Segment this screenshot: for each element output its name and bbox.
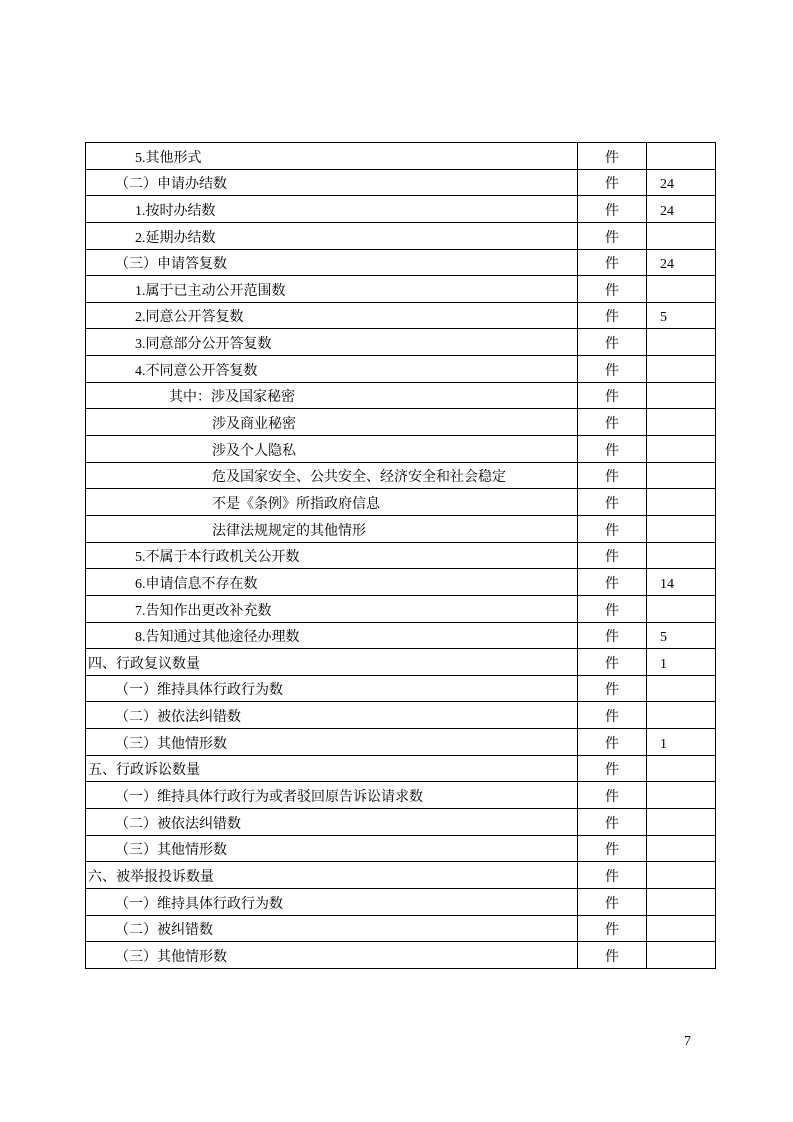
row-value bbox=[647, 329, 715, 355]
row-label: 8.告知通过其他途径办理数 bbox=[86, 623, 578, 649]
row-label: 1.属于已主动公开范围数 bbox=[86, 276, 578, 302]
table-row bbox=[86, 383, 715, 410]
row-label: 五、行政诉讼数量 bbox=[86, 756, 578, 782]
row-unit: 件 bbox=[578, 170, 647, 196]
row-unit: 件 bbox=[578, 143, 647, 169]
row-value bbox=[647, 809, 715, 835]
row-value bbox=[647, 702, 715, 728]
row-unit: 件 bbox=[578, 436, 647, 462]
table-row bbox=[86, 889, 715, 916]
row-value bbox=[647, 489, 715, 515]
row-unit: 件 bbox=[578, 782, 647, 808]
row-unit: 件 bbox=[578, 836, 647, 862]
row-unit: 件 bbox=[578, 623, 647, 649]
row-unit: 件 bbox=[578, 756, 647, 782]
row-value bbox=[647, 836, 715, 862]
row-label: 5.不属于本行政机关公开数 bbox=[86, 543, 578, 569]
row-label: 法律法规规定的其他情形 bbox=[86, 516, 578, 542]
table-row bbox=[86, 329, 715, 356]
row-unit: 件 bbox=[578, 329, 647, 355]
row-unit: 件 bbox=[578, 516, 647, 542]
row-value: 1 bbox=[660, 656, 667, 672]
row-label: （二）被依法纠错数 bbox=[86, 702, 578, 728]
row-unit: 件 bbox=[578, 409, 647, 435]
row-value: 1 bbox=[660, 736, 667, 752]
table-row bbox=[86, 756, 715, 783]
row-unit: 件 bbox=[578, 809, 647, 835]
row-label: 6.申请信息不存在数 bbox=[86, 569, 578, 595]
row-label: （一）维持具体行政行为或者驳回原告诉讼请求数 bbox=[86, 782, 578, 808]
row-value bbox=[647, 383, 715, 409]
row-value bbox=[647, 409, 715, 435]
row-unit: 件 bbox=[578, 676, 647, 702]
row-unit: 件 bbox=[578, 916, 647, 942]
row-label: （三）其他情形数 bbox=[86, 836, 578, 862]
table-row bbox=[86, 782, 715, 809]
row-unit: 件 bbox=[578, 702, 647, 728]
row-label: 2.同意公开答复数 bbox=[86, 303, 578, 329]
row-unit: 件 bbox=[578, 196, 647, 222]
row-unit: 件 bbox=[578, 303, 647, 329]
row-value bbox=[647, 782, 715, 808]
table-row bbox=[86, 836, 715, 863]
table-row bbox=[86, 569, 715, 596]
table-row bbox=[86, 303, 715, 330]
table-row bbox=[86, 196, 715, 223]
row-label: 4.不同意公开答复数 bbox=[86, 356, 578, 382]
row-unit: 件 bbox=[578, 889, 647, 915]
row-label: 六、被举报投诉数量 bbox=[86, 862, 578, 888]
row-unit: 件 bbox=[578, 463, 647, 489]
row-value bbox=[647, 436, 715, 462]
row-label: 2.延期办结数 bbox=[86, 223, 578, 249]
row-unit: 件 bbox=[578, 276, 647, 302]
row-value bbox=[647, 756, 715, 782]
row-value: 24 bbox=[660, 203, 674, 219]
row-unit: 件 bbox=[578, 489, 647, 515]
row-label: （三）申请答复数 bbox=[86, 250, 578, 276]
table-row bbox=[86, 543, 715, 570]
table-row bbox=[86, 143, 715, 170]
row-label: 涉及商业秘密 bbox=[86, 409, 578, 435]
row-label: （三）其他情形数 bbox=[86, 729, 578, 755]
row-unit: 件 bbox=[578, 596, 647, 622]
table-row bbox=[86, 276, 715, 303]
row-label: （三）其他情形数 bbox=[86, 942, 578, 968]
table-row bbox=[86, 702, 715, 729]
row-value: 14 bbox=[660, 576, 674, 592]
report-table bbox=[85, 142, 716, 969]
row-unit: 件 bbox=[578, 223, 647, 249]
table-row bbox=[86, 463, 715, 490]
row-unit: 件 bbox=[578, 942, 647, 968]
row-label: 其中：涉及国家秘密 bbox=[86, 383, 578, 409]
table-row bbox=[86, 729, 715, 756]
table-row bbox=[86, 596, 715, 623]
row-unit: 件 bbox=[578, 543, 647, 569]
row-label: 危及国家安全、公共安全、经济安全和社会稳定 bbox=[86, 463, 578, 489]
row-value bbox=[647, 516, 715, 542]
row-label: 不是《条例》所指政府信息 bbox=[86, 489, 578, 515]
row-value: 5 bbox=[660, 630, 667, 646]
table-row bbox=[86, 942, 715, 968]
table-row bbox=[86, 223, 715, 250]
table-row bbox=[86, 250, 715, 277]
row-label: 3.同意部分公开答复数 bbox=[86, 329, 578, 355]
row-label: （一）维持具体行政行为数 bbox=[86, 889, 578, 915]
row-value bbox=[647, 356, 715, 382]
row-value bbox=[647, 942, 715, 968]
row-value: 5 bbox=[660, 310, 667, 326]
row-value bbox=[647, 889, 715, 915]
row-unit: 件 bbox=[578, 862, 647, 888]
table-row bbox=[86, 170, 715, 197]
row-unit: 件 bbox=[578, 729, 647, 755]
row-label: 1.按时办结数 bbox=[86, 196, 578, 222]
row-label: （二）申请办结数 bbox=[86, 170, 578, 196]
row-value bbox=[647, 596, 715, 622]
row-label: （一）维持具体行政行为数 bbox=[86, 676, 578, 702]
row-value bbox=[647, 543, 715, 569]
row-label: 四、行政复议数量 bbox=[86, 649, 578, 675]
row-value bbox=[647, 463, 715, 489]
row-label: （二）被依法纠错数 bbox=[86, 809, 578, 835]
row-label: （二）被纠错数 bbox=[86, 916, 578, 942]
table-row bbox=[86, 649, 715, 676]
table-row bbox=[86, 516, 715, 543]
row-value bbox=[647, 223, 715, 249]
row-unit: 件 bbox=[578, 569, 647, 595]
row-label: 5.其他形式 bbox=[86, 143, 578, 169]
row-unit: 件 bbox=[578, 356, 647, 382]
row-unit: 件 bbox=[578, 383, 647, 409]
row-label: 涉及个人隐私 bbox=[86, 436, 578, 462]
row-value: 24 bbox=[660, 257, 674, 273]
row-unit: 件 bbox=[578, 649, 647, 675]
row-value bbox=[647, 676, 715, 702]
page-number: 7 bbox=[684, 1034, 691, 1049]
row-value bbox=[647, 143, 715, 169]
table-row bbox=[86, 862, 715, 889]
row-value bbox=[647, 276, 715, 302]
table-row bbox=[86, 356, 715, 383]
row-unit: 件 bbox=[578, 250, 647, 276]
row-value bbox=[647, 916, 715, 942]
row-value bbox=[647, 862, 715, 888]
table-row bbox=[86, 676, 715, 703]
table-row bbox=[86, 436, 715, 463]
table-row bbox=[86, 409, 715, 436]
row-value: 24 bbox=[660, 177, 674, 193]
row-label: 7.告知作出更改补充数 bbox=[86, 596, 578, 622]
table-row bbox=[86, 809, 715, 836]
table-row bbox=[86, 916, 715, 943]
table-row bbox=[86, 489, 715, 516]
table-row bbox=[86, 623, 715, 650]
